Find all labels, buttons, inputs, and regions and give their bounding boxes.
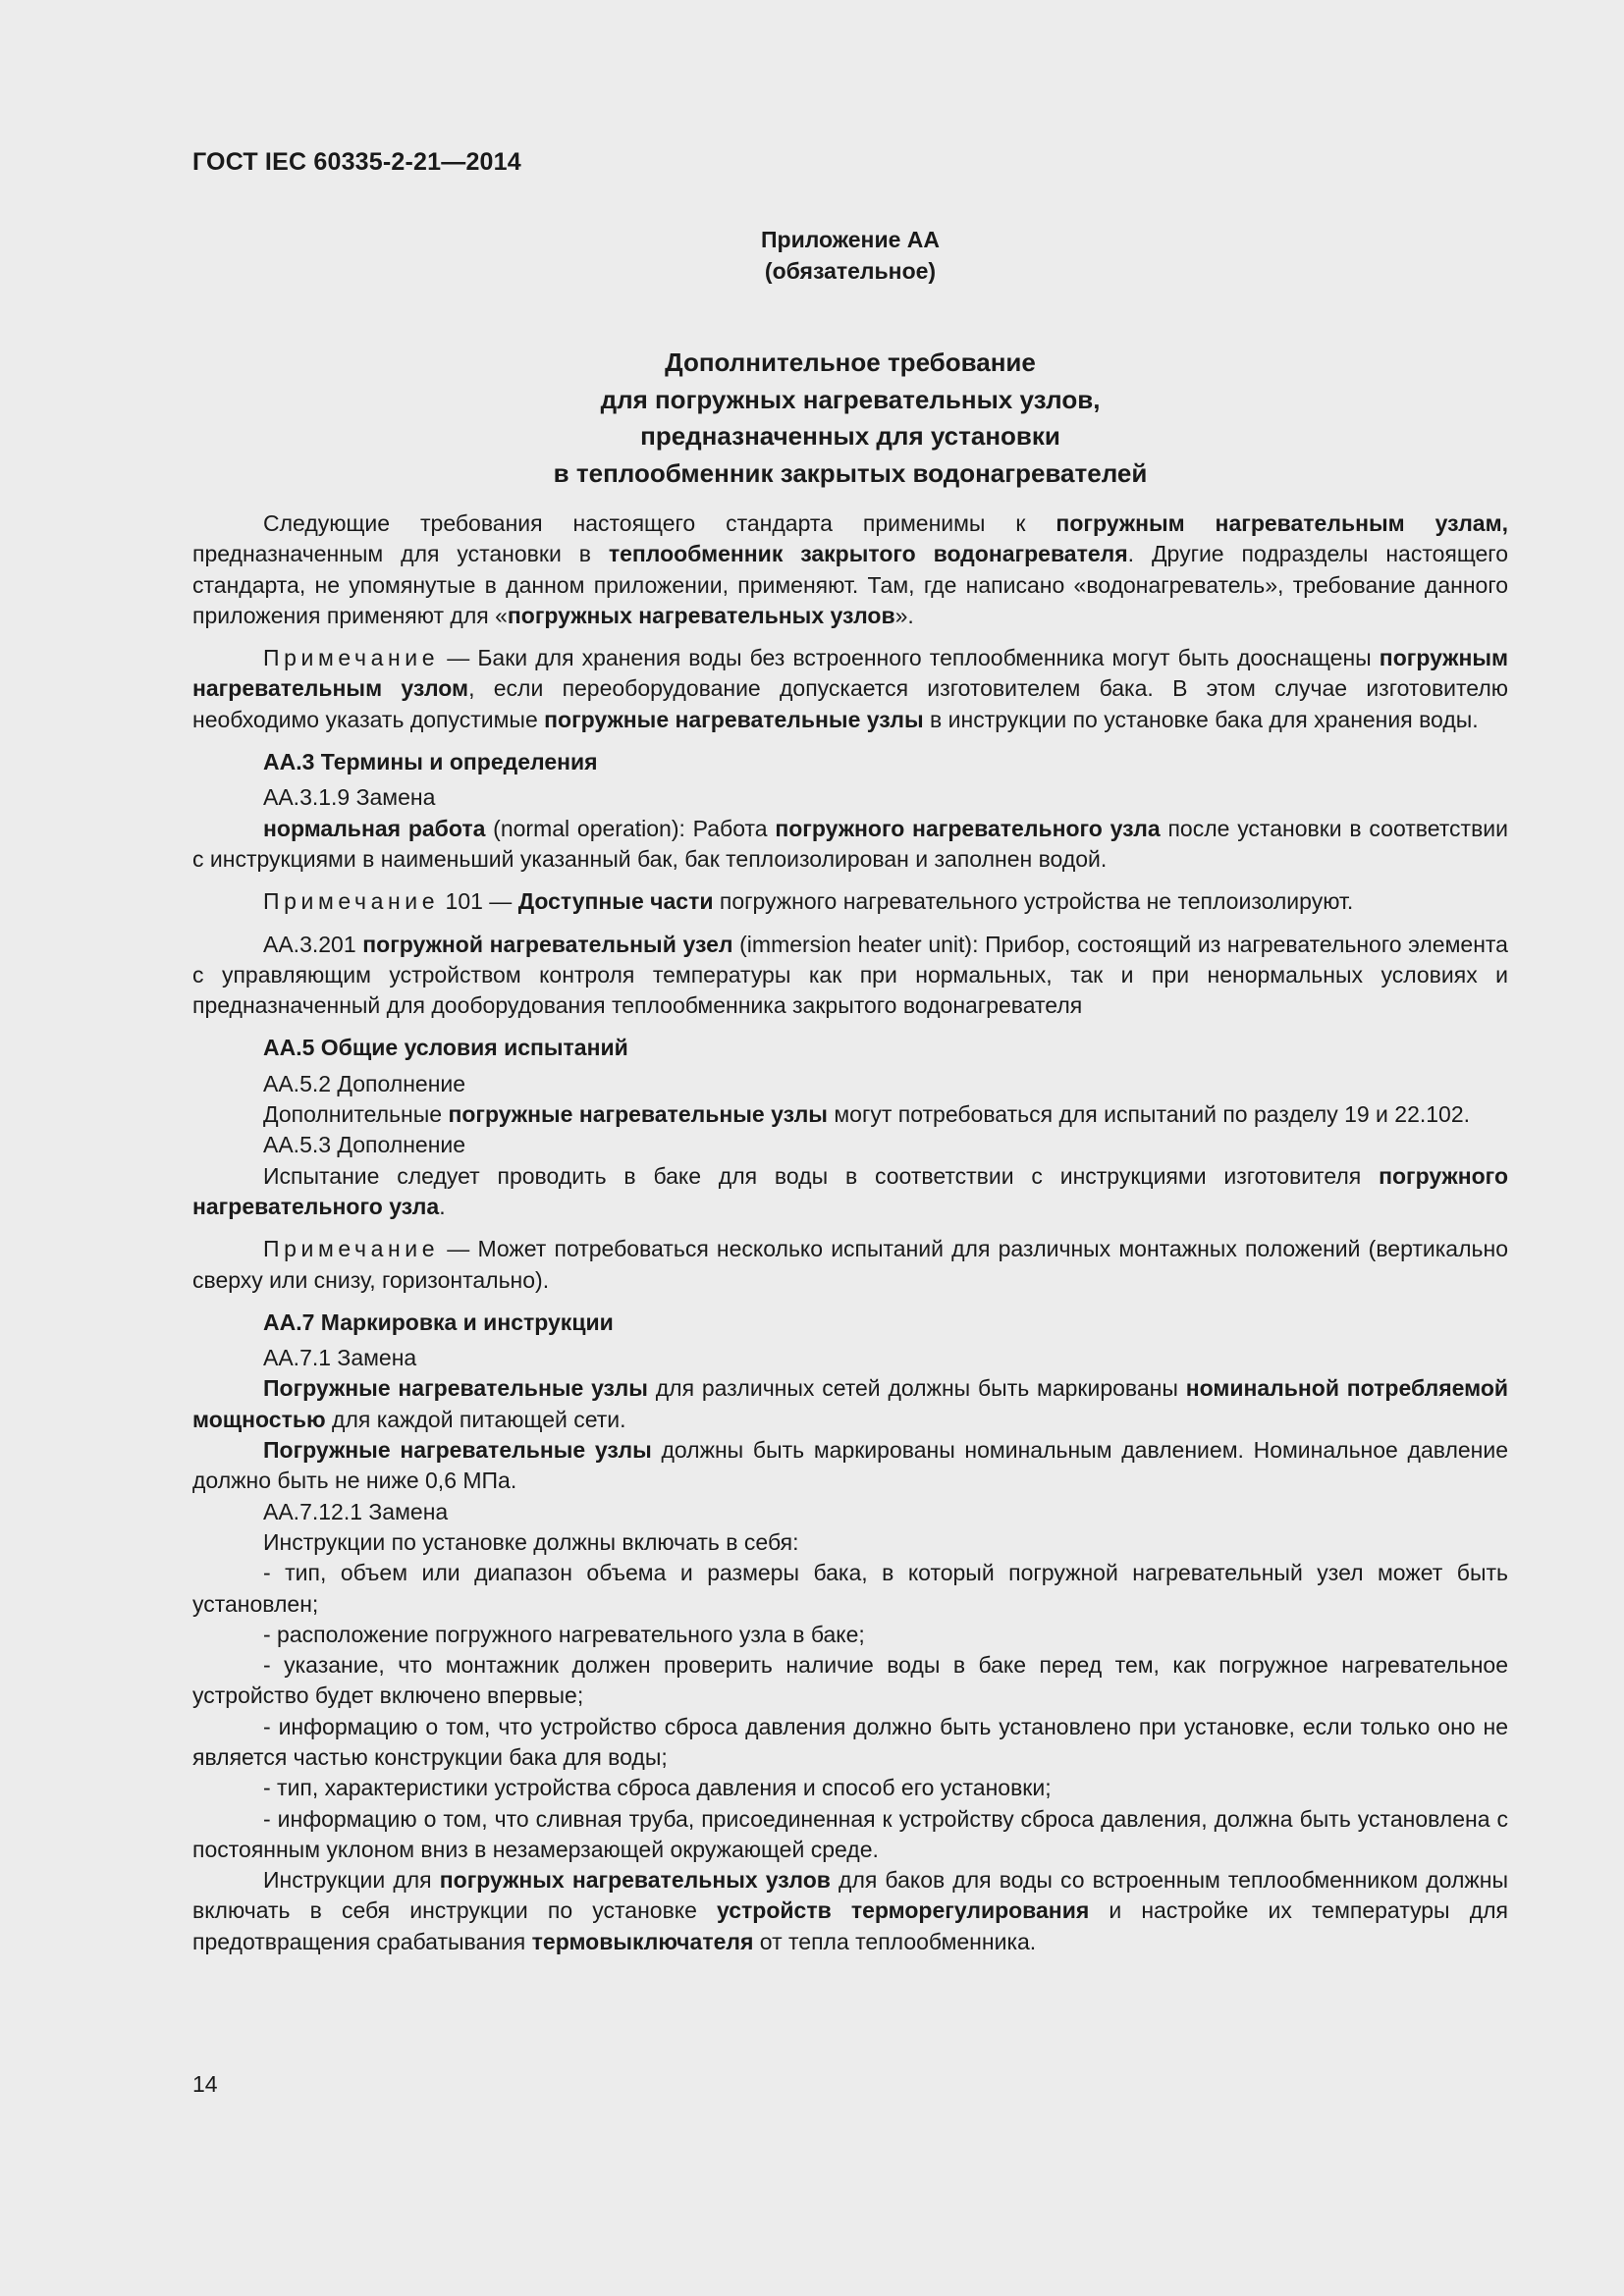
- annex-title-line: в теплообменник закрытых водонагревателей: [553, 457, 1148, 488]
- page-number: 14: [192, 2071, 218, 2097]
- section-heading-aa7: АА.7 Маркировка и инструкции: [263, 1308, 614, 1335]
- aa5-3-paragraph: Испытание следует проводить в баке для воды в соответствии с инструкциями изготовителя погружного нагревательного узла.: [192, 1162, 1508, 1219]
- note-aa5: Примечание — Может потребоваться несколько испытаний для различных монтажных положений (вертикально сверху или снизу, горизонтально).: [192, 1236, 1508, 1293]
- intro-paragraph: Следующие требования настоящего стандарта применимы к погружным нагревательным узлам, предназначенным для установки в теплообменник закрытого водонагревателя. Другие подразделы настоящего стандарта, не упомянутые в данном приложении, применяют. Там, где написано «водонагреватель», требование данного приложения применяют для «погружных нагревательных узлов».: [192, 510, 1509, 628]
- instructions-intro: Инструкции по установке должны включать в себя:: [263, 1528, 799, 1555]
- list-item: - тип, объем или диапазон объема и размеры бака, в который погружной нагревательный узел может быть установлен;: [192, 1560, 1508, 1617]
- list-item: - информацию о том, что устройство сброса давления должно быть установлено при установке, если только оно не является частью конструкции бака для воды;: [192, 1713, 1508, 1770]
- list-item: - тип, характеристики устройства сброса давления и способ его установки;: [263, 1775, 1052, 1801]
- annex-title-line: предназначенных для установки: [640, 421, 1060, 451]
- annex-title: [192, 345, 1508, 492]
- aa7-1-paragraph-1: Погружные нагревательные узлы для различных сетей должны быть маркированы номинальной потребляемой мощностью для каждой питающей сети.: [192, 1375, 1509, 1432]
- document-body: [192, 508, 1508, 1957]
- document-page: [192, 0, 1508, 2296]
- section-heading-aa5: АА.5 Общие условия испытаний: [263, 1035, 628, 1061]
- annex-label: Приложение АА: [760, 227, 940, 252]
- list-item: - расположение погружного нагревательного узла в баке;: [263, 1621, 865, 1647]
- aa7-final-paragraph: Инструкции для погружных нагревательных узлов для баков для воды со встроенным теплообменником должны включать в себя инструкции по установке устройств терморегулирования и настройке их температуры для предотвращения срабатывания термовыключателя от тепла теплообменника.: [192, 1867, 1508, 1954]
- subsection-aa5-3: АА.5.3 Дополнение: [263, 1132, 466, 1158]
- subsection-aa3-1-9: АА.3.1.9 Замена: [263, 784, 436, 811]
- note-label: Примечание: [263, 645, 440, 671]
- note-label: Примечание: [263, 1236, 440, 1262]
- annex-heading: [192, 224, 1508, 287]
- subsection-aa7-12-1: АА.7.12.1 Замена: [263, 1498, 449, 1524]
- list-item: - информацию о том, что сливная труба, присоединенная к устройству сброса давления, должна быть установлена с постоянным уклоном вниз в незамерзающей окружающей среде.: [192, 1805, 1508, 1862]
- definition-normal-operation: нормальная работа (normal operation): Работа погружного нагревательного узла после установки в соответствии с инструкциями в наименьший указанный бак, бак теплоизолирован и заполнен водой.: [192, 815, 1508, 872]
- subsection-aa5-2: АА.5.2 Дополнение: [263, 1070, 466, 1096]
- annex-title-line: Дополнительное требование: [665, 347, 1036, 377]
- section-heading-aa3: АА.3 Термины и определения: [263, 749, 598, 775]
- annex-title-line: для погружных нагревательных узлов,: [600, 384, 1101, 414]
- subsection-aa7-1: АА.7.1 Замена: [263, 1345, 417, 1371]
- document-code: ГОСТ IEC 60335-2-21—2014: [192, 148, 521, 176]
- note-label: Примечание: [263, 888, 440, 915]
- note-1: Примечание — Баки для хранения воды без встроенного теплообменника могут быть дооснащены погружным нагревательным узлом, если переоборудование допускается изготовителем бака. В этом случае изготовителю необходимо указать допустимые погружные нагревательные узлы в инструкции по установке бака для хранения воды.: [192, 645, 1509, 732]
- list-item: - указание, что монтажник должен проверить наличие воды в баке перед тем, как погружное нагревательное устройство будет включено впервые;: [192, 1652, 1508, 1709]
- note-101: Примечание 101 — Доступные части погружного нагревательного устройства не теплоизолируют.: [263, 888, 1354, 915]
- aa7-1-paragraph-2: Погружные нагревательные узлы должны быть маркированы номинальным давлением. Номинальное давление должно быть не ниже 0,6 МПа.: [192, 1437, 1509, 1494]
- aa5-2-paragraph: Дополнительные погружные нагревательные узлы могут потребоваться для испытаний по разделу 19 и 22.102.: [263, 1101, 1471, 1128]
- annex-status: (обязательное): [764, 258, 937, 284]
- definition-aa3-201: АА.3.201 погружной нагревательный узел (immersion heater unit): Прибор, состоящий из нагревательного элемента с управляющим устройством контроля температуры как при нормальных, так и при ненормальных условиях и предназначенный для дооборудования теплообменника закрытого водонагревателя: [192, 931, 1508, 1019]
